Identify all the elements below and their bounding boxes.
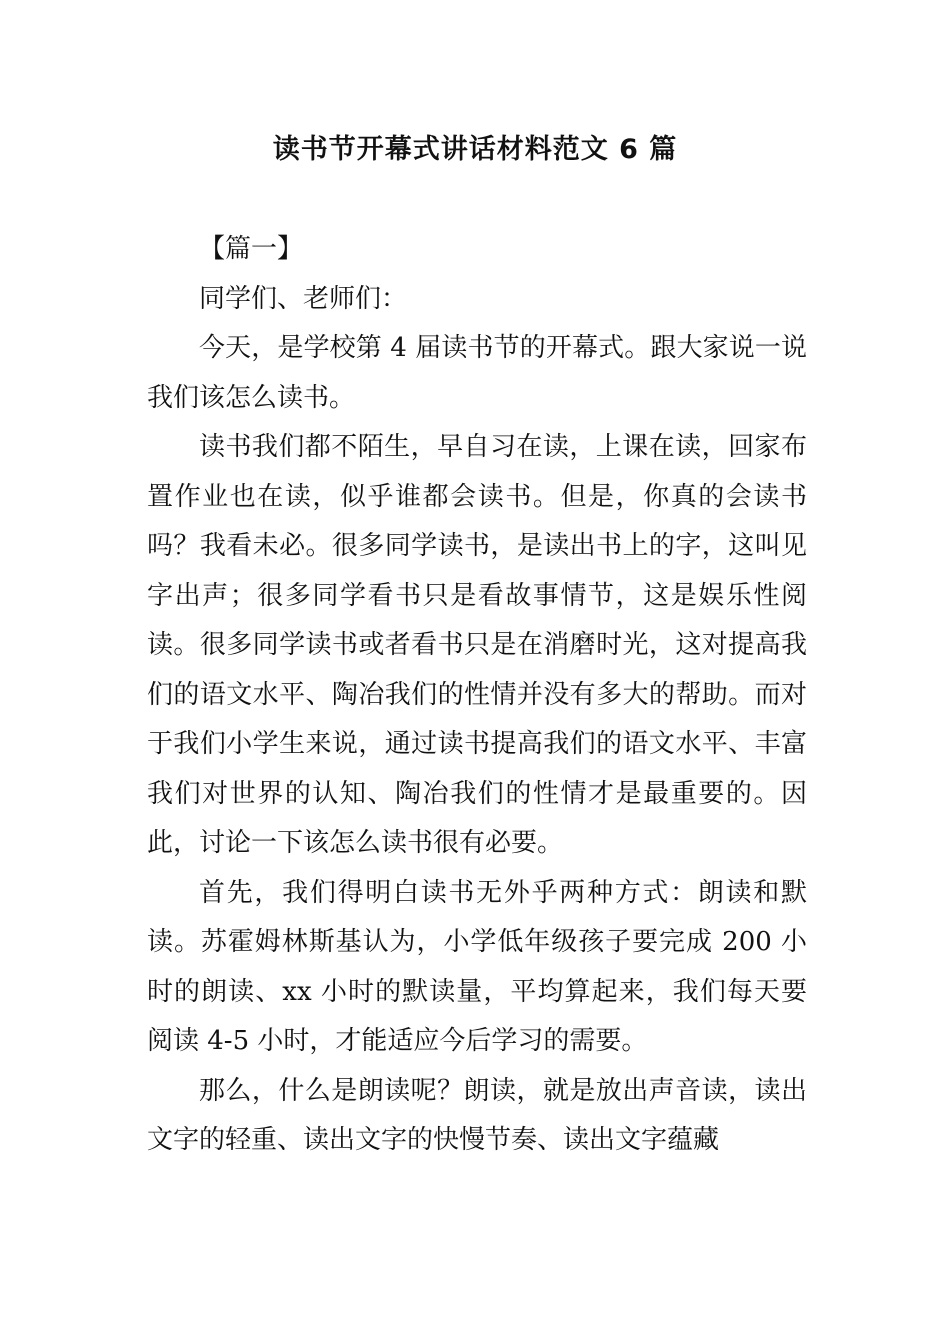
body-paragraph: 今天，是学校第 4 届读书节的开幕式。跟大家说一说我们该怎么读书。 (147, 333, 807, 413)
salutation: 同学们、老师们： (199, 283, 408, 314)
section-heading: 【篇一】 (199, 234, 304, 264)
body-paragraph: 那么，什么是朗读呢？朗读，就是放出声音读，读出文字的轻重、读出文字的快慢节奏、读出文字蕴藏 (147, 1075, 807, 1155)
body-paragraph: 首先，我们得明白读书无外乎两种方式：朗读和默读。苏霍姆林斯基认为，小学低年级孩子要完成 200 小时的朗读、xx 小时的默读量，平均算起来，我们每天要阅读 4-5 小时，才能适应今后学习的需要。 (147, 877, 807, 1056)
document-title: 读书节开幕式讲话材料范文 6 篇 (272, 134, 678, 165)
body-paragraph: 读书我们都不陌生，早自习在读，上课在读，回家布置作业也在读，似乎谁都会读书。但是，你真的会读书吗？我看未必。很多同学读书，是读出书上的字，这叫见字出声；很多同学看书只是看故事情节，这是娱乐性阅读。很多同学读书或者看书只是在消磨时光，这对提高我们的语文水平、陶冶我们的性情并没有多大的帮助。而对于我们小学生来说，通过读书提高我们的语文水平、丰富我们对世界的认知、陶冶我们的性情才是最重要的。因此，讨论一下该怎么读书很有必要。 (147, 432, 807, 858)
document-body (147, 225, 807, 1166)
